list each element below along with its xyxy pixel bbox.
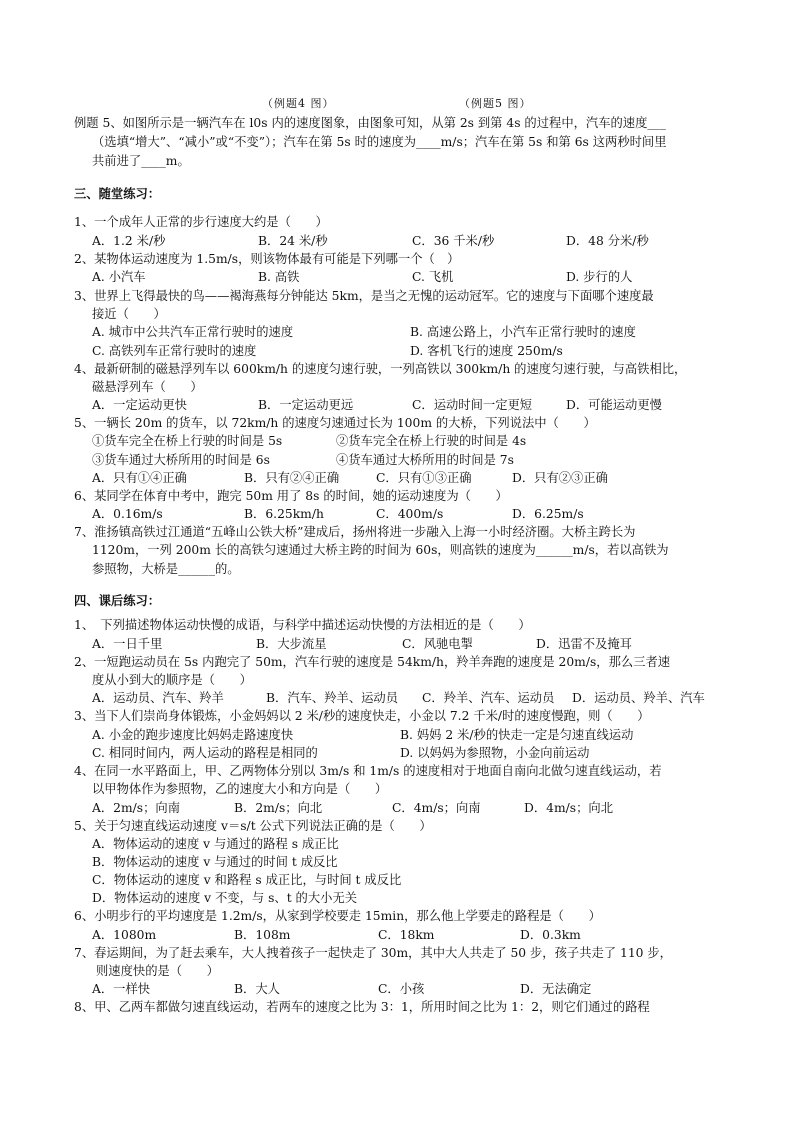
s4-q3-option-d: D. 以妈妈为参照物，小金向前运动 (400, 746, 590, 760)
s3-q7-stem-line1: 7、淮扬镇高铁过江通道“五峰山公铁大桥”建成后，扬州将进一步融入上海一小时经济圈。大桥主跨长为 (74, 525, 636, 539)
figure-caption-example-5: （例题5 图） (459, 97, 532, 110)
s3-q1-option-a: A．1.2 米/秒 (92, 234, 166, 248)
s4-q2-option-c: C．羚羊、汽车、运动员 (422, 691, 555, 705)
s4-q3-stem: 3、当下人们崇尚身体锻炼，小金妈妈以 2 米/秒的速度快走，小金以 7.2 千米/时的速度慢跑，则（ ） (74, 709, 650, 723)
s3-q4-option-a: A．一定运动更快 (92, 398, 187, 412)
s3-q6-option-d: D．6.25m/s (512, 507, 584, 521)
s4-q6-stem: 6、小明步行的平均速度是 1.2m/s，从家到学校要走 15min，那么他上学要走的路程是（ ） (74, 909, 601, 923)
s3-q5-option-a: A．只有①④正确 (92, 471, 187, 485)
s3-q3-option-c: C. 高铁列车正常行驶时的速度 (92, 344, 257, 358)
s4-q7-option-a: A．一样快 (92, 982, 151, 996)
s3-q1-option-b: B．24 米/秒 (258, 234, 328, 248)
s4-q2-stem-line2: 度从小到大的顺序是（ ） (92, 673, 252, 687)
s3-q3-option-d: D. 客机飞行的速度 250m/s (410, 344, 563, 358)
s3-q1-stem: 1、一个成年人正常的步行速度大约是（ ） (74, 215, 328, 229)
s3-q2-stem: 2、某物体运动速度为 1.5m/s，则该物体最有可能是下列哪一个（ ） (74, 252, 460, 266)
s3-q4-option-b: B．一定运动更远 (258, 398, 354, 412)
s4-q7-option-c: C．小孩 (378, 982, 425, 996)
s3-q4-option-d: D．可能运动更慢 (566, 398, 662, 412)
s4-q1-stem: 1、 下列描述物体运动快慢的成语，与科学中描述运动快慢的方法相近的是（ ） (74, 618, 531, 632)
s3-q4-stem-line2: 磁悬浮列车（ ） (92, 380, 203, 394)
s3-q5-statement-2: ②货车完全在桥上行驶的时间是 4s (336, 434, 527, 448)
s4-q7-option-b: B．大人 (234, 982, 280, 996)
s3-q3-stem-line1: 3、世界上飞得最快的鸟——褐海燕每分钟能达 5km，是当之无愧的运动冠军。它的速度与下面哪个速度最 (74, 289, 654, 303)
s4-q5-option-d: D．物体运动的速度 v 不变，与 s、t 的大小无关 (92, 891, 358, 905)
s3-q3-option-a: A. 城市中公共汽车正常行驶时的速度 (92, 325, 294, 339)
s3-q6-option-b: B．6.25km/h (244, 507, 324, 521)
s3-q5-option-c: C．只有①③正确 (376, 471, 472, 485)
s4-q5-stem: 5、关于匀速直线运动速度 v＝s/t 公式下列说法正确的是（ ） (74, 819, 432, 833)
s3-q1-option-c: C．36 千米/秒 (412, 234, 495, 248)
s3-q5-statement-4: ④货车通过大桥所用的时间是 7s (336, 453, 514, 467)
figure-caption-example-4: （例题4 图） (262, 97, 335, 110)
s3-q5-statement-1: ①货车完全在桥上行驶的时间是 5s (92, 434, 283, 448)
s4-q1-option-a: A．一日千里 (92, 637, 163, 651)
s3-q4-option-c: C．运动时间一定更短 (412, 398, 533, 412)
s3-q7-stem-line2: 1120m，一列 200m 长的高铁匀速通过大桥主跨的时间为 60s，则高铁的速度为______m/s，若以高铁为 (92, 543, 669, 557)
s4-q8-stem: 8、甲、乙两车都做匀速直线运动，若两车的速度之比为 3：1，所用时间之比为 1：2，则它们通过的路程 (74, 1000, 650, 1014)
s4-q2-option-d: D．运动员、羚羊、汽车 (572, 691, 705, 705)
section4-title: 四、课后练习： (74, 593, 161, 608)
s3-q6-option-a: A．0.16m/s (92, 507, 163, 521)
s3-q4-stem-line1: 4、最新研制的磁悬浮列车以 600km/h 的速度匀速行驶，一列高铁以 300km/h 的速度匀速行驶，与高铁相比， (74, 362, 687, 376)
s4-q7-option-d: D．无法确定 (520, 982, 592, 996)
s4-q4-option-b: B．2m/s；向北 (234, 801, 323, 815)
s4-q3-option-c: C. 相同时间内，两人运动的路程是相同的 (92, 746, 318, 760)
example5-line3: 共前进了____m。 (92, 154, 190, 168)
s3-q2-option-b: B. 高铁 (258, 270, 300, 284)
s4-q1-option-d: D．迅雷不及掩耳 (536, 637, 632, 651)
s3-q2-option-a: A. 小汽车 (92, 270, 146, 284)
s4-q1-option-b: B．大步流星 (256, 637, 327, 651)
s4-q6-option-c: C．18km (378, 928, 435, 942)
s3-q2-option-c: C. 飞机 (412, 270, 454, 284)
s4-q6-option-b: B．108m (234, 928, 291, 942)
s3-q2-option-d: D. 步行的人 (566, 270, 633, 284)
section3-title: 三、随堂练习： (74, 186, 161, 201)
s3-q5-statement-3: ③货车通过大桥所用的时间是 6s (92, 453, 270, 467)
s3-q3-option-b: B. 高速公路上，小汽车正常行驶时的速度 (410, 325, 636, 339)
s4-q3-option-a: A. 小金的跑步速度比妈妈走路速度快 (92, 728, 294, 742)
s4-q5-option-a: A．物体运动的速度 v 与通过的路程 s 成正比 (92, 837, 339, 851)
s3-q6-stem: 6、某同学在体育中考中，跑完 50m 用了 8s 的时间，她的运动速度为（ ） (74, 489, 508, 503)
s3-q6-option-c: C．400m/s (376, 507, 444, 521)
example5-line2: （选填“增大”、“减小”或“不变”）；汽车在第 5s 时的速度为____m/s；汽车在第 5s 和第 6s 这两秒时间里 (92, 135, 667, 149)
s4-q2-option-a: A．运动员、汽车、羚羊 (92, 691, 224, 705)
s4-q4-stem-line2: 以甲物体作为参照物，乙的速度大小和方向是（ ） (92, 782, 388, 796)
s4-q2-stem-line1: 2、一短跑运动员在 5s 内跑完了 50m，汽车行驶的速度是 54km/h，羚羊奔跑的速度是 20m/s，那么三者速 (74, 655, 671, 669)
example5-line1: 例题 5、如图所示是一辆汽车在 l0s 内的速度图象，由图象可知，从第 2s 到第 4s 的过程中，汽车的速度___ (74, 116, 666, 130)
s4-q5-option-b: B．物体运动的速度 v 与通过的时间 t 成反比 (92, 855, 338, 869)
s4-q4-stem-line1: 4、在同一水平路面上，甲、乙两物体分别以 3m/s 和 1m/s 的速度相对于地面自南向北做匀速直线运动，若 (74, 764, 662, 778)
s4-q7-stem-line2: 则速度快的是（ ） (96, 964, 219, 978)
s4-q4-option-d: D．4m/s；向北 (524, 801, 613, 815)
s4-q2-option-b: B．汽车、羚羊、运动员 (266, 691, 399, 705)
s4-q6-option-a: A．1080m (92, 928, 157, 942)
s4-q7-stem-line1: 7、春运期间，为了赶去乘车，大人拽着孩子一起快走了 30m，其中大人共走了 50 步，孩子共走了 110 步， (74, 946, 672, 960)
s4-q4-option-c: C．4m/s；向南 (392, 801, 481, 815)
s4-q3-option-b: B. 妈妈 2 米/秒的快走一定是匀速直线运动 (400, 728, 634, 742)
s4-q1-option-c: C．风驰电掣 (402, 637, 473, 651)
s3-q5-stem: 5、一辆长 20m 的货车，以 72km/h 的速度匀速通过长为 100m 的大桥，下列说法中（ ） (74, 416, 596, 430)
s3-q5-option-b: B．只有②④正确 (244, 471, 340, 485)
s3-q5-option-d: D．只有②③正确 (512, 471, 608, 485)
s3-q3-stem-line2: 接近（ ） (92, 307, 166, 321)
s3-q7-stem-line3: 参照物，大桥是______的。 (92, 562, 240, 576)
s4-q6-option-d: D．0.3km (520, 928, 581, 942)
s4-q4-option-a: A．2m/s；向南 (92, 801, 181, 815)
s3-q1-option-d: D．48 分米/秒 (566, 234, 649, 248)
s4-q5-option-c: C．物体运动的速度 v 和路程 s 成正比，与时间 t 成反比 (92, 873, 402, 887)
